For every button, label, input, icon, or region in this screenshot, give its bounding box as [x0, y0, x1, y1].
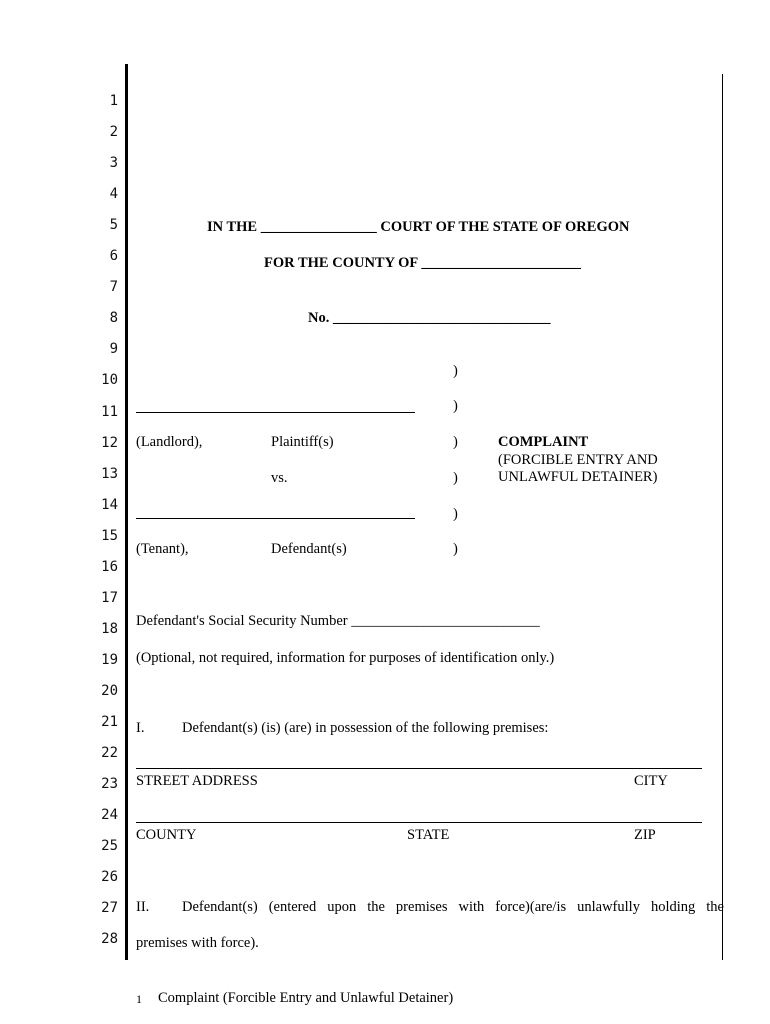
line-number: 9	[109, 341, 118, 358]
line-number: 12	[101, 434, 118, 451]
complaint-subtitle-2: UNLAWFUL DETAINER)	[498, 469, 658, 485]
line-number: 1	[109, 93, 118, 109]
complaint-subtitle-1: (FORCIBLE ENTRY AND	[498, 452, 658, 468]
line-number: 3	[109, 155, 118, 172]
line-number: 5	[109, 217, 118, 234]
state-label: STATE	[407, 827, 450, 843]
section-1-number: I.	[136, 720, 145, 736]
case-number: No. ______________________________	[308, 310, 551, 326]
vs-label: vs.	[271, 470, 288, 486]
line-number: 13	[101, 465, 118, 482]
caption-paren: )	[453, 398, 458, 414]
line-number: 8	[109, 310, 118, 327]
section-2-text-line-2: premises with force).	[136, 935, 259, 951]
right-margin-rule	[722, 74, 723, 960]
line-number: 4	[109, 186, 118, 203]
footer-page-number: 1	[136, 992, 142, 1006]
line-number: 2	[109, 124, 118, 141]
caption-paren: )	[453, 434, 458, 450]
complaint-title: COMPLAINT	[498, 434, 589, 450]
county-label: COUNTY	[136, 827, 197, 843]
tenant-name-line	[136, 518, 415, 519]
landlord-label: (Landlord),	[136, 434, 203, 450]
line-number: 6	[109, 248, 118, 265]
line-number: 14	[101, 496, 118, 513]
caption-paren: )	[453, 363, 458, 379]
line-number: 28	[101, 931, 118, 948]
line-number: 17	[101, 589, 118, 606]
line-number: 10	[101, 372, 118, 389]
line-number: 7	[109, 279, 118, 296]
court-line: IN THE ________________ COURT OF THE STATE OF OREGON	[207, 219, 630, 235]
section-2-number: II.	[136, 899, 150, 915]
line-number: 19	[101, 651, 118, 668]
line-number: 16	[101, 558, 118, 575]
footer-title: Complaint (Forcible Entry and Unlawful Detainer)	[158, 990, 454, 1006]
line-number: 24	[101, 807, 118, 824]
left-margin-rule	[125, 64, 128, 960]
ssn-note: (Optional, not required, information for purposes of identification only.)	[136, 650, 555, 666]
line-number: 20	[101, 682, 118, 699]
caption-paren: )	[453, 541, 458, 557]
county-state-zip-line	[136, 822, 702, 823]
section-1-text: Defendant(s) (is) (are) in possession of the following premises:	[182, 720, 549, 736]
landlord-name-line	[136, 412, 415, 413]
line-number: 21	[101, 714, 118, 730]
line-number: 18	[101, 620, 118, 637]
line-number: 26	[101, 869, 118, 886]
caption-paren: )	[453, 506, 458, 522]
line-number: 25	[101, 838, 118, 855]
street-address-line	[136, 768, 702, 769]
line-number: 23	[101, 776, 118, 793]
defendant-label: Defendant(s)	[271, 541, 347, 557]
city-label: CITY	[634, 773, 668, 789]
county-line: FOR THE COUNTY OF ______________________	[264, 255, 581, 271]
ssn-label: Defendant's Social Security Number __________________________	[136, 613, 540, 629]
tenant-label: (Tenant),	[136, 541, 189, 557]
street-address-label: STREET ADDRESS	[136, 773, 258, 789]
line-number: 27	[101, 900, 118, 917]
line-number: 15	[101, 527, 118, 544]
zip-label: ZIP	[634, 827, 656, 843]
line-number: 22	[101, 745, 118, 762]
plaintiff-label: Plaintiff(s)	[271, 434, 334, 450]
caption-paren: )	[453, 470, 458, 486]
line-number: 11	[101, 403, 118, 420]
section-2-text-line-1: Defendant(s) (entered upon the premises with force)(are/is unlawfully holding the	[182, 899, 724, 915]
